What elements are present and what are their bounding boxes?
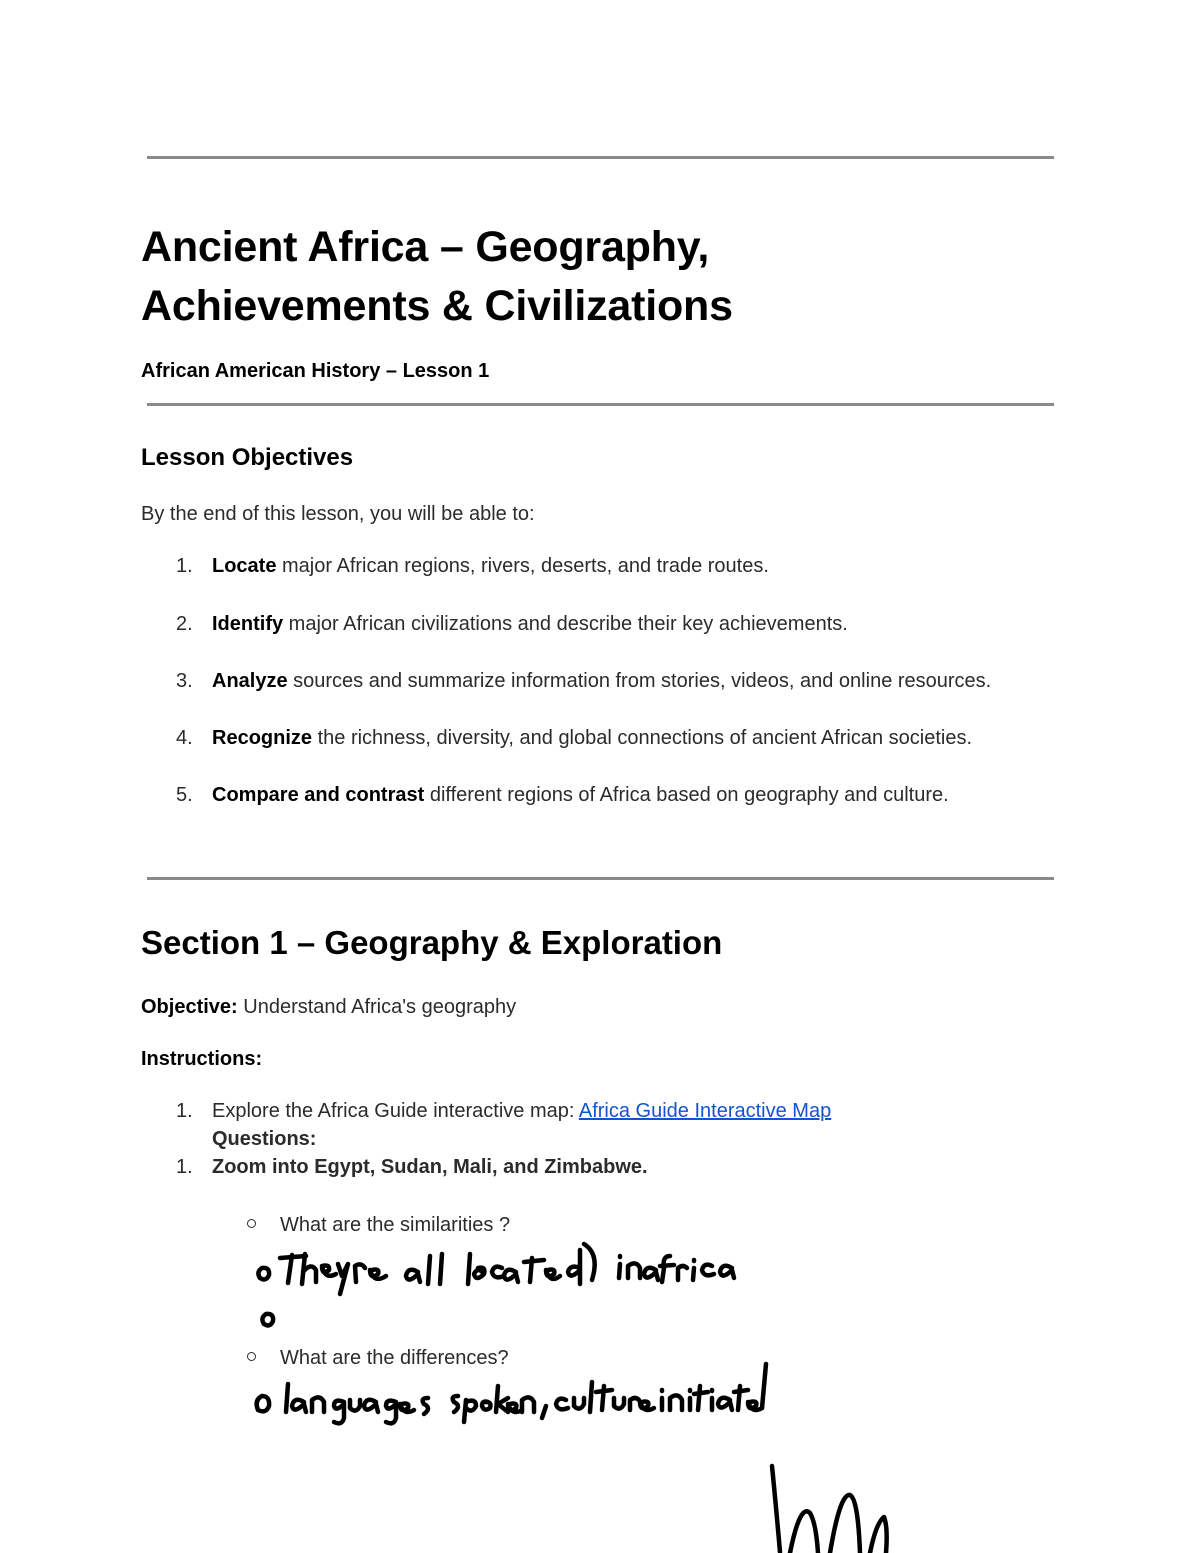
list-number: 1. xyxy=(176,1100,193,1122)
list-number: 4. xyxy=(176,727,193,749)
questions-label-text: Questions: xyxy=(212,1128,317,1150)
objective-text: major African regions, rivers, deserts, and trade routes. xyxy=(276,555,769,577)
objective-text: the richness, diversity, and global connections of ancient African societies. xyxy=(312,727,973,749)
sub-question-text: What are the differences? xyxy=(280,1347,509,1369)
handwritten-answer-3 xyxy=(257,1364,766,1423)
objective-label: Objective: xyxy=(141,996,238,1018)
section-title: Section 1 – Geography & Exploration xyxy=(141,924,723,961)
list-number: 1. xyxy=(176,555,193,577)
handwritten-answer-1 xyxy=(258,1244,734,1294)
instructions-label-text: Instructions: xyxy=(141,1048,263,1070)
objective-keyword: Identify xyxy=(212,613,284,635)
objective-keyword: Analyze xyxy=(212,670,288,692)
objective-text: sources and summarize information from stories, videos, and online resources. xyxy=(287,670,992,692)
list-number: 1. xyxy=(176,1156,193,1178)
handwritten-answer-2 xyxy=(262,1314,273,1326)
objective-keyword: Recognize xyxy=(212,727,313,749)
list-number: 2. xyxy=(176,613,193,635)
objective-keyword: Locate xyxy=(212,555,277,577)
objective-text: major African civilizations and describe their key achievements. xyxy=(283,613,848,635)
africa-map-link[interactable]: Africa Guide Interactive Map xyxy=(578,1100,832,1122)
step-text: Explore the Africa Guide interactive map: xyxy=(212,1100,579,1122)
handwritten-scribble xyxy=(772,1466,887,1553)
page-subtitle: African American History – Lesson 1 xyxy=(141,360,490,382)
objective-value: Understand Africa's geography xyxy=(237,996,517,1018)
sub-question-text: What are the similarities ? xyxy=(280,1214,511,1236)
objective-text: different regions of Africa based on geography and culture. xyxy=(424,784,949,806)
title-line-1: Ancient Africa – Geography, xyxy=(141,223,710,271)
objectives-intro: By the end of this lesson, you will be able to: xyxy=(141,503,535,525)
objective-keyword: Compare and contrast xyxy=(212,784,425,806)
title-line-2: Achievements & Civilizations xyxy=(141,282,733,330)
question-text: Zoom into Egypt, Sudan, Mali, and Zimbabwe. xyxy=(212,1156,648,1178)
list-number: 3. xyxy=(176,670,193,692)
objectives-heading: Lesson Objectives xyxy=(141,444,354,471)
list-number: 5. xyxy=(176,784,193,806)
